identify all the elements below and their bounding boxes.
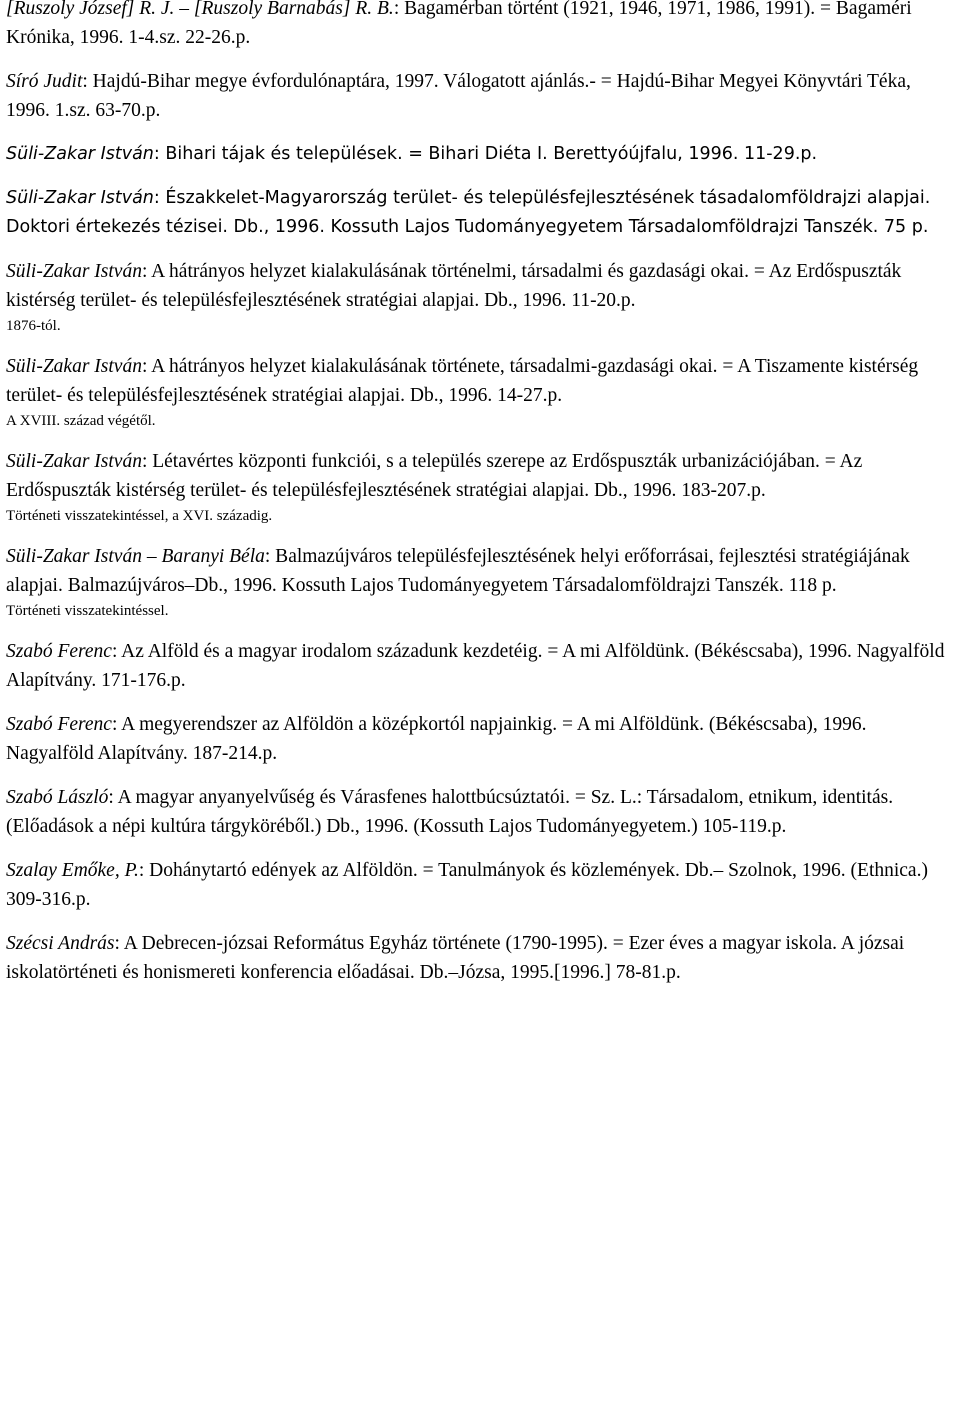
entry-text: : A magyar anyanyelvűség és Várasfenes halottbúcsúztatói. = Sz. L.: Társadalom, etnikum, identitás. (Előadások a népi kultúra tárgyköréből.) Db., 1996. (Kossuth Lajos Tudományegyetem.) 105-119.p.: [6, 787, 894, 837]
bibliography-entry: [6, 352, 954, 432]
entry-note: Történeti visszatekintéssel.: [6, 603, 169, 619]
entry-text: : Dohánytartó edények az Alföldön. = Tanulmányok és közlemények. Db.– Szolnok, 1996. (Ethnica.) 309-316.p.: [6, 860, 928, 910]
entry-author: Süli-Zakar István – Baranyi Béla: [6, 546, 265, 567]
bibliography-entry: [6, 856, 954, 914]
entry-text: : Az Alföld és a magyar irodalom századunk kezdetéig. = A mi Alföldünk. (Békéscsaba), 1996. Nagyalföld Alapítvány. 171-176.p.: [6, 641, 945, 691]
entry-author: [Ruszoly József] R. J. – [Ruszoly Barnabás] R. B.: [6, 0, 394, 19]
entry-text: : A hátrányos helyzet kialakulásának története, társadalmi-gazdasági okai. = A Tiszamente kistérség terület- és településfejlesztésének stratégiai alapjai. Db., 1996. 14-27.p.: [6, 356, 919, 406]
entry-text: : A hátrányos helyzet kialakulásának történelmi, társadalmi és gazdasági okai. = Az Erdőspuszták kistérség terület- és településfejlesztésének stratégiai alapjai. Db., 1996. 11-20.p.: [6, 261, 902, 311]
entry-author: Síró Judit: [6, 71, 83, 92]
entry-text: : Létavértes központi funkciói, s a település szerepe az Erdőspuszták urbanizációjában. = Az Erdőspuszták kistérség terület- és településfejlesztésének stratégiai alapjai. Db., 1996. 183-207.p.: [6, 451, 863, 501]
entry-text: : Északkelet-Magyarország terület- és településfejlesztésének tásadalomföldrajzi alapjai. Doktori értekezés tézisei. Db., 1996. Kossuth Lajos Tudományegyetem Társadalomföldrajzi Tanszék. 75 p.: [6, 188, 931, 237]
bibliography-entry: [6, 783, 954, 841]
entry-author: Süli-Zakar István: [6, 356, 142, 377]
entry-note: A XVIII. század végétől.: [6, 413, 156, 429]
bibliography-entry: [6, 184, 954, 242]
entry-author: Szabó Ferenc: [6, 714, 112, 735]
bibliography-entry: [6, 0, 954, 52]
bibliography-entry: [6, 637, 954, 695]
entry-author: Szabó Ferenc: [6, 641, 112, 662]
bibliography-entry: [6, 257, 954, 337]
bibliography-entry: [6, 542, 954, 622]
entry-author: Süli-Zakar István: [6, 188, 154, 208]
entry-text: : Hajdú-Bihar megye évfordulónaptára, 1997. Válogatott ajánlás.- = Hajdú-Bihar Megyei Könyvtári Téka, 1996. 1.sz. 63-70.p.: [6, 71, 911, 121]
bibliography-entry: [6, 447, 954, 527]
entry-author: Süli-Zakar István: [6, 144, 154, 164]
entry-author: Szalay Emőke, P.: [6, 860, 139, 881]
bibliography-entry: [6, 67, 954, 125]
entry-text: : A megyerendszer az Alföldön a középkortól napjainkig. = A mi Alföldünk. (Békéscsaba), 1996. Nagyalföld Alapítvány. 187-214.p.: [6, 714, 867, 764]
entry-author: Süli-Zakar István: [6, 261, 142, 282]
bibliography-entry: [6, 710, 954, 768]
bibliography-entry: [6, 140, 954, 169]
entry-text: : Bagamérban történt (1921, 1946, 1971, 1986, 1991). = Bagaméri Krónika, 1996. 1-4.sz. 22-26.p.: [6, 0, 912, 48]
bibliography-entry: [6, 929, 954, 987]
entry-text: : A Debrecen-józsai Református Egyház története (1790-1995). = Ezer éves a magyar iskola. A józsai iskolatörténeti és honismereti konferencia előadásai. Db.–Józsa, 1995.[1996.] 78-81.p.: [6, 933, 905, 983]
entry-author: Szécsi András: [6, 933, 115, 954]
entry-text: : Bihari tájak és települések. = Bihari Diéta I. Berettyóújfalu, 1996. 11-29.p.: [153, 144, 818, 164]
entry-author: Szabó László: [6, 787, 109, 808]
entry-text: : Balmazújváros településfejlesztésének helyi erőforrásai, fejlesztési stratégiájának alapjai. Balmazújváros–Db., 1996. Kossuth Lajos Tudományegyetem Társadalomföldrajzi Tanszék. 118 p.: [6, 546, 910, 596]
entry-note: 1876-tól.: [6, 318, 61, 334]
entry-author: Süli-Zakar István: [6, 451, 142, 472]
entry-note: Történeti visszatekintéssel, a XVI. századig.: [6, 508, 273, 524]
